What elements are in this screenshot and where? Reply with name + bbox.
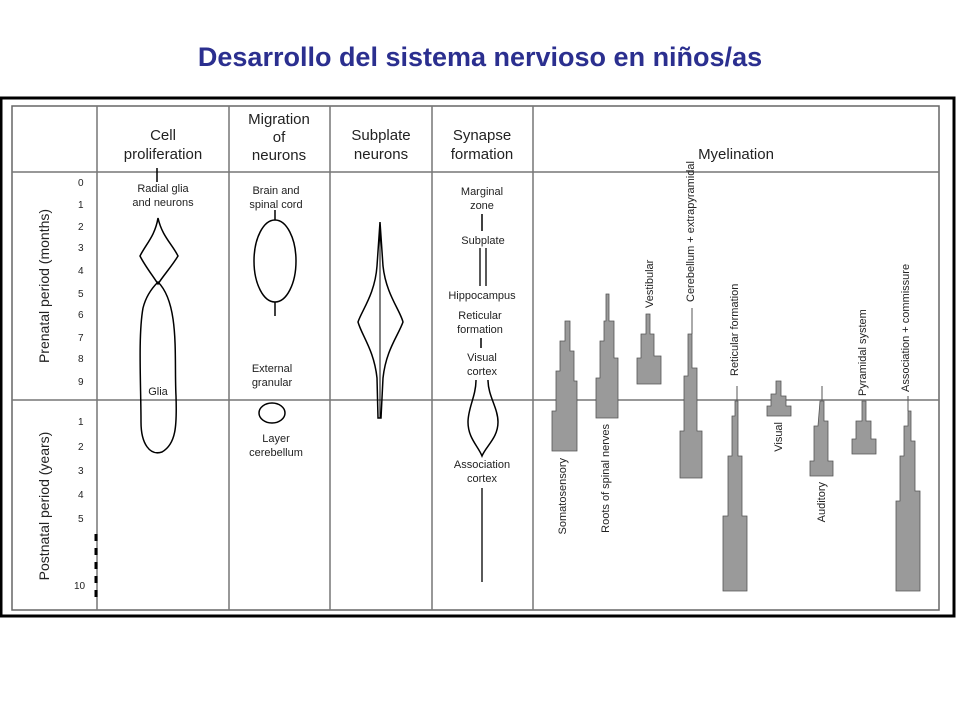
header-synapse-1: Synapse [452,127,512,144]
myelination-bar-association [896,411,920,591]
visual-cortex-label-1: Visual [467,352,497,364]
association-cortex-label-1: Association [453,459,511,471]
header-myelination: Myelination [698,146,774,163]
tick-label: 3 [78,243,84,254]
synapse-thin-tube [480,248,486,286]
header-subplate-1: Subplate [351,127,411,144]
glia-label: Glia [148,386,168,398]
tract-label-vestibular: Vestibular [644,259,656,308]
page-title: Desarrollo del sistema nervioso en niños/as [197,42,763,72]
header-migration-1: Migration [248,111,310,128]
radial-glia-label-1: Radial glia [137,183,189,195]
header-cell-proliferation-1: Cell [150,127,176,144]
radial-glia-diamond [140,218,178,284]
external-granular-oval [259,403,285,423]
tick-label: 5 [78,289,84,300]
tick-label: 0 [78,178,84,189]
migration-ellipse [254,220,296,302]
tick-label: 8 [78,354,84,365]
myelination-bar-auditory [810,401,833,476]
prenatal-period-label: Prenatal period (months) [36,208,52,364]
myelination-bar-vestibular [637,314,661,384]
myelination-bar-reticular [723,401,747,591]
reticular-label-2: formation [457,324,503,336]
prenatal-ticks [78,178,84,388]
tick-label: 2 [78,222,84,233]
external-granular-label-2: granular [251,377,293,389]
tick-label: 7 [78,333,84,344]
tick-label: 4 [78,490,84,501]
nervous-system-development-diagram [0,96,960,626]
myelination-bar-cerebellum [680,334,702,478]
marginal-zone-label-1: Marginal [460,186,504,198]
tick-label: 3 [78,466,84,477]
association-cortex-label-2: cortex [467,473,497,485]
tract-label-cerebellum: Cerebellum + extrapyramidal [685,161,697,302]
tract-label-auditory: Auditory [816,482,828,523]
tract-label-reticular: Reticular formation [729,283,741,376]
tract-label-pyramidal: Pyramidal system [857,309,869,396]
postnatal-ticks [74,417,86,592]
tract-label-association: Association + commissure [900,263,912,392]
marginal-zone-label-2: zone [470,200,494,212]
myelination-bar-roots [596,294,618,418]
subplate-synapse-label: Subplate [461,235,505,247]
header-subplate-2: neurons [353,146,409,163]
postnatal-period-label: Postnatal period (years) [36,431,52,581]
brain-spinal-label-2: spinal cord [249,199,303,211]
synapse-vase [468,380,498,456]
header-migration-2: of [272,129,286,146]
myelination-bar-visual [767,381,791,416]
tick-label: 9 [78,377,84,388]
brain-spinal-label-1: Brain and [252,185,300,197]
myelination-bar-somatosensory [552,321,577,451]
myelination-bar-pyramidal [852,401,876,454]
reticular-label-1: Reticular [458,310,502,322]
layer-cerebellum-label-1: Layer [262,433,290,445]
hippocampus-label: Hippocampus [448,290,516,302]
tick-label: 4 [78,266,84,277]
header-cell-proliferation-2: proliferation [123,146,203,163]
tick-label: 6 [78,310,84,321]
layer-cerebellum-label-2: cerebellum [249,447,303,459]
glia-shape [140,282,176,453]
visual-cortex-label-2: cortex [467,366,497,378]
header-synapse-2: formation [450,146,514,163]
myelination-stems [692,308,908,411]
tick-label: 2 [78,442,84,453]
tract-label-visual: Visual [773,422,785,452]
tract-label-somatosensory: Somatosensory [557,458,569,535]
radial-glia-label-2: and neurons [132,197,194,209]
tract-label-roots: Roots of spinal nerves [600,424,612,533]
tick-label: 1 [78,200,84,211]
tick-label: 1 [78,417,84,428]
header-migration-3: neurons [251,147,307,164]
tick-label: 5 [78,514,84,525]
tick-label: 10 [74,581,86,592]
external-granular-label-1: External [251,363,293,375]
